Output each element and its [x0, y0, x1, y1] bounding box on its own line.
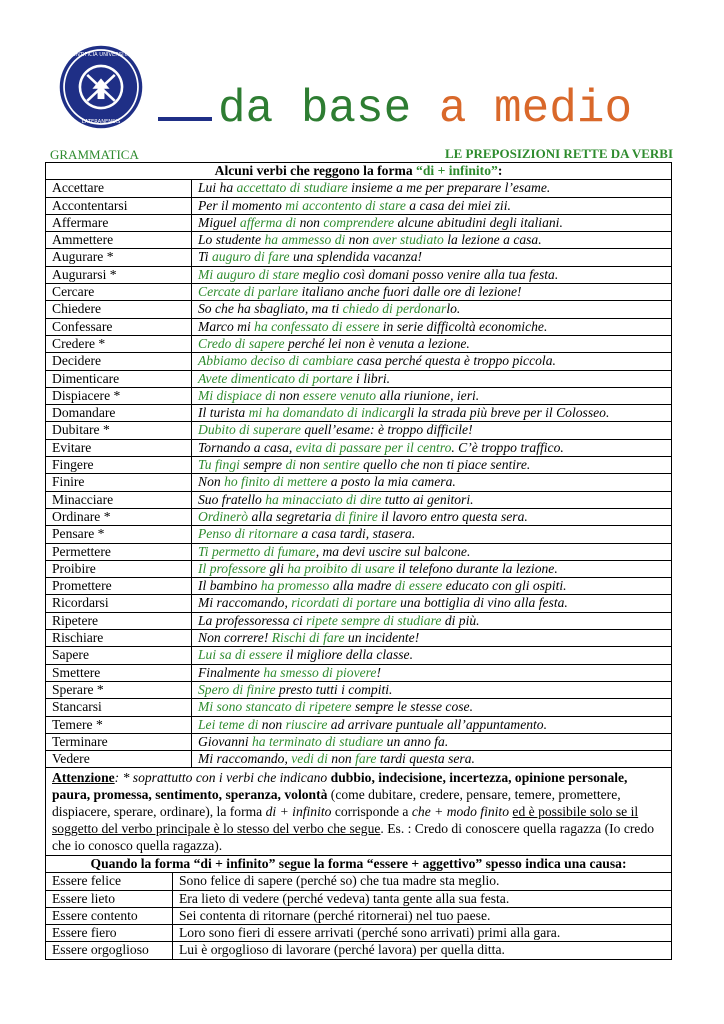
table-row — [46, 560, 672, 577]
verb-cell: Temere * — [46, 716, 192, 733]
example-fragment: riuscire — [285, 716, 328, 732]
example-fragment: di essere — [394, 578, 443, 594]
example-fragment: in serie difficoltà economiche. — [379, 318, 548, 334]
verb-cell: Ordinare * — [46, 508, 192, 525]
example-cell — [192, 612, 672, 629]
cause-table-title-row — [46, 856, 672, 873]
brand-part-orange: a medio — [438, 83, 633, 135]
attention-note: Attenzione: * soprattutto con i verbi che indicano dubbio, indecisione, incertezza, opinione personale, paura, promessa, sentimento, speranza, volontà (come dubitare, credere, pensare, temere, promettere, dispiacere, sperare, ordinare), la forma di + infinito corrisponde a che + modo finito ed è possibile solo se il soggetto del verbo principale è lo stesso del verbo che segue. Es. : Credo di conoscere quella ragazza (Io credo che io conosco quella ragazza). — [46, 768, 672, 856]
table-row — [46, 491, 672, 508]
example-fragment: una splendida vacanza! — [289, 249, 423, 265]
example-cell — [192, 353, 672, 370]
example-fragment: meglio così domani posso venire alla tua festa. — [299, 266, 559, 282]
example-fragment: Il bambino — [198, 578, 261, 594]
example-cell — [192, 491, 672, 508]
table-row — [46, 907, 672, 924]
table-row — [46, 457, 672, 474]
table-row — [46, 716, 672, 733]
example-fragment: non — [345, 232, 373, 248]
table-row — [46, 699, 672, 716]
verb-cell: Sapere — [46, 647, 192, 664]
example-fragment: di — [285, 457, 297, 473]
verb-cell: Essere orgoglioso — [46, 942, 173, 959]
verb-cell: Dispiacere * — [46, 387, 192, 404]
example-fragment: non — [258, 716, 286, 732]
cause-table-title: Quando la forma “di + infinito” segue la forma “essere + aggettivo” spesso indica una causa: — [46, 856, 672, 873]
example-fragment: Non — [198, 474, 225, 490]
example-fragment: insieme a me per preparare l’esame — [347, 180, 547, 196]
example-fragment: Dubito di superare — [198, 422, 301, 438]
example-cell — [192, 543, 672, 560]
note-row — [46, 768, 672, 856]
example-fragment: Mi dispiace di — [198, 387, 276, 403]
verb-cell: Ammettere — [46, 232, 192, 249]
example-fragment: Lui sa di essere — [198, 647, 283, 663]
table-row — [46, 925, 672, 942]
example-fragment: italiano anche fuori dalle ore di lezione! — [298, 284, 522, 300]
verb-cell: Rischiare — [46, 630, 192, 647]
table-row — [46, 318, 672, 335]
example-fragment: di finire — [334, 508, 378, 524]
example-fragment: ad arrivare puntuale all’appuntamento. — [327, 716, 548, 732]
table-row — [46, 578, 672, 595]
example-fragment: Marco — [198, 318, 238, 334]
table-row — [46, 751, 672, 768]
example-fragment: evita di passare per il centro — [295, 439, 452, 455]
example-fragment: aver studiato — [372, 232, 444, 248]
example-fragment: sempre — [239, 457, 286, 473]
example-cell — [192, 578, 672, 595]
verbs-table — [45, 162, 672, 768]
verb-cell: Essere lieto — [46, 890, 173, 907]
example-fragment: gli la strada più breve per il Colosseo. — [399, 405, 610, 421]
example-cell — [192, 681, 672, 698]
example-fragment: auguro di fare — [212, 249, 290, 265]
example-fragment: alla madre — [329, 578, 395, 594]
table-row — [46, 335, 672, 352]
verb-cell: Dimenticare — [46, 370, 192, 387]
example-fragment: non — [296, 457, 324, 473]
example-fragment: quell’esame: è troppo difficile! — [300, 422, 473, 438]
example-fragment: mi — [237, 318, 255, 334]
example-fragment: Mi raccomando, — [198, 595, 292, 611]
example-fragment: comprendere — [323, 214, 395, 230]
example-fragment: Il professore — [198, 560, 267, 576]
table-row — [46, 873, 672, 890]
example-fragment: Tu fingi — [198, 457, 240, 473]
section-label: GRAMMATICA — [50, 147, 139, 162]
example-fragment: Avete dimenticato di portare — [198, 370, 353, 386]
example-fragment: alcune abitudini degli italiani. — [394, 214, 563, 230]
example-fragment: la lezione a casa. — [443, 232, 542, 248]
example-fragment: il migliore della classe. — [282, 647, 413, 663]
example-fragment: Tornando a casa, — [198, 439, 296, 455]
example-fragment: Cercate di parlare — [198, 284, 299, 300]
verb-cell: Ricordarsi — [46, 595, 192, 612]
table-row — [46, 284, 672, 301]
example-cell — [192, 301, 672, 318]
example-fragment: quello che non ti piace sentire. — [359, 457, 531, 473]
example-fragment: ha minacciato di dire — [265, 491, 382, 507]
verb-cell: Augurare * — [46, 249, 192, 266]
table-row — [46, 508, 672, 525]
example-fragment: sempre le stesse cose. — [351, 699, 473, 715]
example-fragment: Abbiamo deciso di cambiare — [198, 353, 354, 369]
example-fragment: educato con gli ospiti. — [442, 578, 567, 594]
example-fragment: Ti permetto di fumare — [198, 543, 316, 559]
example-cell — [192, 716, 672, 733]
example-cell — [192, 405, 672, 422]
example-fragment: ha confessato di essere — [254, 318, 380, 334]
example-fragment: a casa tardi, stasera. — [297, 526, 416, 542]
verb-cell: Sperare * — [46, 681, 192, 698]
example-fragment: non — [275, 387, 303, 403]
example-cell: Lui è orgoglioso di lavorare (perché lavora) per quella ditta. — [173, 942, 672, 959]
verb-cell: Vedere — [46, 751, 192, 768]
example-fragment: Non correre! — [198, 630, 272, 646]
example-cell — [192, 180, 672, 197]
example-cell — [192, 214, 672, 231]
verb-cell: Proibire — [46, 560, 192, 577]
verb-cell: Decidere — [46, 353, 192, 370]
example-fragment: . — [546, 180, 551, 196]
example-fragment: Rischi di fare — [271, 630, 345, 646]
example-fragment: Credo di sapere — [198, 335, 285, 351]
example-fragment: tardi questa sera. — [376, 751, 475, 767]
table-row — [46, 405, 672, 422]
example-fragment: Per il momento — [198, 197, 286, 213]
table-row — [46, 197, 672, 214]
table-row — [46, 370, 672, 387]
example-fragment: fare — [355, 751, 377, 767]
example-fragment: presto tutti i compiti. — [275, 681, 393, 697]
example-fragment: una bottiglia di vino alla festa. — [396, 595, 568, 611]
example-fragment: casa perché questa è troppo piccola. — [353, 353, 556, 369]
table-row — [46, 214, 672, 231]
table-row — [46, 681, 672, 698]
example-fragment: Lo studente — [198, 232, 265, 248]
verb-cell: Promettere — [46, 578, 192, 595]
example-cell — [192, 387, 672, 404]
example-fragment: il telefono durante la lezione. — [394, 560, 558, 576]
example-fragment: i libri. — [352, 370, 391, 386]
table-row — [46, 612, 672, 629]
example-fragment: accettato di studiare — [236, 180, 348, 196]
example-cell: Loro sono fieri di essere arrivati (perché sono arrivati) primi alla gara. — [173, 925, 672, 942]
table-row — [46, 890, 672, 907]
table-row — [46, 266, 672, 283]
verb-cell: Domandare — [46, 405, 192, 422]
example-fragment: Mi raccomando, — [198, 751, 292, 767]
example-fragment: lo. — [446, 301, 461, 317]
verb-cell: Fingere — [46, 457, 192, 474]
example-fragment: Mi sono stancato di ripetere — [198, 699, 352, 715]
example-cell — [192, 474, 672, 491]
svg-text:LATERANENSIS: LATERANENSIS — [81, 119, 121, 126]
example-fragment: ricordati di portare — [291, 595, 397, 611]
example-cell — [192, 335, 672, 352]
example-cell: Sei contenta di ritornare (perché ritornerai) nel tuo paese. — [173, 907, 672, 924]
example-fragment: Giovanni — [198, 733, 252, 749]
verb-cell: Essere contento — [46, 907, 173, 924]
example-fragment: Finalmente — [198, 664, 264, 680]
example-cell — [192, 664, 672, 681]
example-cell — [192, 595, 672, 612]
example-fragment: alla riunione, ieri. — [376, 387, 480, 403]
verb-cell: Essere felice — [46, 873, 173, 890]
example-cell — [192, 751, 672, 768]
example-fragment: mi ha domandato di indicar — [248, 405, 400, 421]
example-cell — [192, 370, 672, 387]
example-cell — [192, 457, 672, 474]
essere-aggettivo-table — [45, 767, 672, 960]
table-row — [46, 595, 672, 612]
example-fragment: . C’è troppo traffico. — [451, 439, 564, 455]
example-cell: Sono felice di sapere (perché so) che tua madre sta meglio. — [173, 873, 672, 890]
example-cell: Era lieto di vedere (perché vedeva) tanta gente alla sua festa. — [173, 890, 672, 907]
example-cell — [192, 232, 672, 249]
example-fragment: ha terminato di studiare — [252, 733, 384, 749]
verb-cell: Accettare — [46, 180, 192, 197]
example-fragment: afferma di — [239, 214, 297, 230]
table-row — [46, 733, 672, 750]
example-fragment: , ma devi uscire sul balcone. — [315, 543, 471, 559]
example-fragment: un anno fa — [383, 733, 445, 749]
table-row — [46, 249, 672, 266]
example-fragment: ha smesso di piovere — [263, 664, 377, 680]
verb-cell: Dubitare * — [46, 422, 192, 439]
example-cell — [192, 197, 672, 214]
verb-cell: Permettere — [46, 543, 192, 560]
example-fragment: Il turista — [198, 405, 249, 421]
example-cell — [192, 422, 672, 439]
verb-cell: Affermare — [46, 214, 192, 231]
example-fragment: Ti — [198, 249, 212, 265]
table-row — [46, 353, 672, 370]
example-fragment: di più. — [441, 612, 480, 628]
example-fragment: ha proibito di usare — [287, 560, 395, 576]
table-row — [46, 526, 672, 543]
example-fragment: Lui ha — [198, 180, 237, 196]
example-fragment: Miguel — [198, 214, 240, 230]
example-fragment: alla segretaria — [248, 508, 335, 524]
example-fragment: Spero di finire — [198, 681, 276, 697]
example-fragment: Suo fratello — [198, 491, 266, 507]
example-fragment: a posto la mia camera. — [327, 474, 456, 490]
example-cell — [192, 318, 672, 335]
table-row — [46, 543, 672, 560]
verb-cell: Credere * — [46, 335, 192, 352]
example-cell — [192, 699, 672, 716]
example-cell — [192, 284, 672, 301]
table-row — [46, 647, 672, 664]
example-fragment: un incidente! — [344, 630, 420, 646]
example-fragment: non — [327, 751, 356, 767]
example-cell — [192, 630, 672, 647]
example-cell — [192, 647, 672, 664]
table-row — [46, 942, 672, 959]
example-fragment: il lavoro entro questa sera. — [377, 508, 528, 524]
verb-cell: Minacciare — [46, 491, 192, 508]
example-cell — [192, 733, 672, 750]
table-row — [46, 439, 672, 456]
example-fragment: gli — [266, 560, 288, 576]
verb-cell: Essere fiero — [46, 925, 173, 942]
topic-label: LE PREPOSIZIONI RETTE DA VERBI — [444, 146, 673, 161]
table-row — [46, 232, 672, 249]
verbs-table-title: Alcuni verbi che reggono la forma “di + infinito”: — [46, 163, 672, 180]
example-fragment: perché lei non è venuta a lezione. — [284, 335, 470, 351]
brand-part-green: da base — [218, 83, 412, 135]
verb-cell: Confessare — [46, 318, 192, 335]
example-fragment: ! — [376, 664, 381, 680]
example-cell — [192, 439, 672, 456]
table-row — [46, 630, 672, 647]
verb-cell: Stancarsi — [46, 699, 192, 716]
example-fragment: chiedo di perdonar — [342, 301, 447, 317]
example-fragment: a casa dei miei zii. — [405, 197, 511, 213]
table-row — [46, 664, 672, 681]
verb-cell: Smettere — [46, 664, 192, 681]
example-fragment: ha ammesso di — [264, 232, 346, 248]
brand-title — [158, 84, 632, 134]
example-fragment: Lei teme di — [198, 716, 259, 732]
verb-cell: Evitare — [46, 439, 192, 456]
example-cell — [192, 266, 672, 283]
example-fragment: essere venuto — [302, 387, 377, 403]
example-cell — [192, 526, 672, 543]
example-fragment: mi accontento di stare — [285, 197, 406, 213]
example-fragment: ripete sempre di studiare — [306, 612, 442, 628]
example-fragment: La professoressa ci — [198, 612, 307, 628]
verb-cell: Terminare — [46, 733, 192, 750]
table-row — [46, 422, 672, 439]
verb-cell: Accontentarsi — [46, 197, 192, 214]
example-fragment: . — [444, 733, 449, 749]
example-fragment: Penso di ritornare — [198, 526, 298, 542]
example-fragment: tutto ai genitori. — [381, 491, 474, 507]
example-cell — [192, 560, 672, 577]
table-row — [46, 180, 672, 197]
verb-cell: Ripetere — [46, 612, 192, 629]
example-fragment: Ordinerò — [198, 508, 249, 524]
verbs-table-title-row — [46, 163, 672, 180]
example-fragment: So che ha sbagliato, ma ti — [198, 301, 343, 317]
example-fragment: vedi di — [291, 751, 328, 767]
example-fragment: non — [296, 214, 324, 230]
example-fragment: sentire — [323, 457, 360, 473]
university-seal-logo — [58, 44, 144, 130]
brand-underline — [158, 113, 212, 121]
verb-cell: Finire — [46, 474, 192, 491]
svg-text:PONTIFICIA UNIVERSITAS: PONTIFICIA UNIVERSITAS — [68, 52, 134, 59]
example-cell — [192, 249, 672, 266]
table-row — [46, 474, 672, 491]
verb-cell: Augurarsi * — [46, 266, 192, 283]
verb-cell: Chiedere — [46, 301, 192, 318]
example-fragment: ho finito di mettere — [224, 474, 328, 490]
verb-cell: Pensare * — [46, 526, 192, 543]
example-fragment: Mi auguro di stare — [198, 266, 300, 282]
table-row — [46, 301, 672, 318]
example-fragment: ha promesso — [260, 578, 330, 594]
example-cell — [192, 508, 672, 525]
verb-cell: Cercare — [46, 284, 192, 301]
table-row — [46, 387, 672, 404]
